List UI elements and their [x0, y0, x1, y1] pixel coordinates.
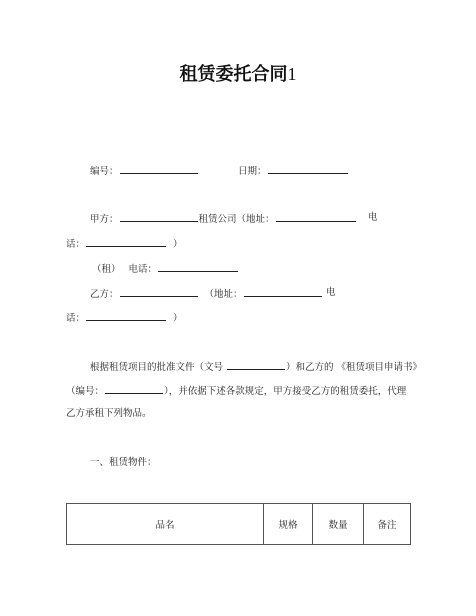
title-suffix: 1	[287, 64, 297, 84]
number-line	[90, 163, 199, 179]
rent-label: （租）	[92, 264, 121, 275]
party-a-close: ）	[173, 239, 183, 250]
party-a-phone-cont: 话：	[66, 239, 86, 250]
party-a-phone-blank[interactable]	[86, 236, 166, 247]
items-table	[66, 503, 411, 545]
paragraph-line-2	[66, 383, 406, 399]
party-b-label: 乙方：	[90, 289, 119, 300]
table-header-notes: 备注	[364, 504, 411, 545]
party-b-phone-blank[interactable]	[86, 310, 166, 321]
paragraph-line-1	[90, 359, 422, 375]
table-header-row	[67, 504, 411, 545]
doc-number-blank[interactable]	[227, 359, 285, 370]
table-header-name: 品名	[67, 504, 264, 545]
paragraph-line1-b: ）和乙方的 《租赁项目申请书》	[286, 362, 423, 373]
party-a-name-blank[interactable]	[120, 211, 198, 222]
document-title	[0, 60, 476, 86]
party-b-close: ）	[173, 313, 183, 324]
rent-line	[92, 261, 239, 277]
rent-phone-label: 电话：	[128, 264, 158, 275]
table-header-qty: 数量	[313, 504, 364, 545]
party-b-address-label: （地址：	[204, 289, 243, 300]
date-label: 日期：	[238, 166, 267, 177]
party-b-address-blank[interactable]	[244, 286, 322, 297]
party-a-label: 甲方：	[90, 214, 119, 225]
party-b-line	[90, 286, 323, 302]
party-a-phone-prefix: 电	[368, 212, 378, 223]
app-number-blank[interactable]	[105, 383, 163, 394]
paragraph-line1-a: 根据租赁项目的批准文件（文号	[90, 362, 224, 373]
date-line	[238, 163, 349, 179]
party-b-phone-prefix: 电	[326, 287, 336, 298]
paragraph-line2-a: （编号：	[66, 386, 105, 397]
paragraph-line2-b: ），并依据下述各款规定，甲方接受乙方的租赁委托，代理	[164, 386, 407, 397]
paragraph-line-3: 乙方承租下列物品。	[66, 408, 152, 419]
rent-phone-blank[interactable]	[158, 261, 238, 272]
party-b-name-blank[interactable]	[120, 286, 198, 297]
table-header-spec: 规格	[264, 504, 313, 545]
number-label: 编号：	[90, 166, 119, 177]
party-b-phone-line	[66, 310, 183, 326]
section-1-heading: 一、租赁物件：	[90, 457, 157, 468]
title-main: 租赁委托合同	[179, 64, 288, 85]
number-blank[interactable]	[120, 163, 198, 174]
party-b-phone-cont: 话：	[66, 313, 86, 324]
party-a-address-blank[interactable]	[276, 211, 356, 222]
party-a-company-suffix: 租赁公司（地址：	[198, 214, 275, 225]
party-a-phone-line	[66, 236, 183, 252]
date-blank[interactable]	[268, 163, 348, 174]
party-a-line	[90, 211, 357, 227]
